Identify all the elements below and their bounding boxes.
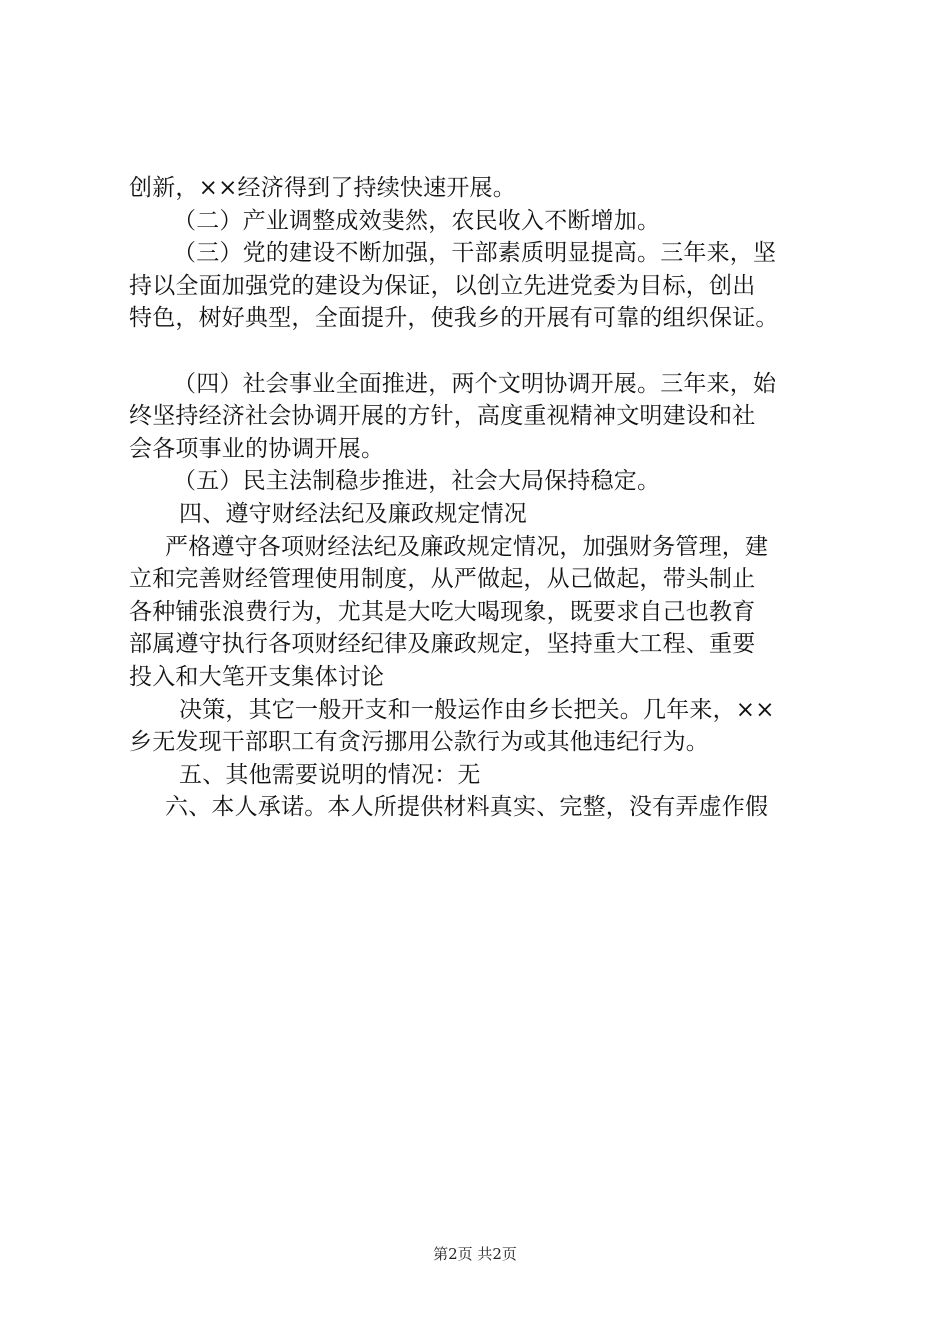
body-line-9: （五）民主法制稳步推进，社会大局保持稳定。 bbox=[173, 468, 661, 495]
section-heading-5: 五、其他需要说明的情况：无 bbox=[179, 761, 481, 788]
body-line-3: （三）党的建设不断加强，干部素质明显提高。三年来，坚 bbox=[173, 240, 777, 267]
section-heading-6: 六、本人承诺。本人所提供材料真实、完整，没有弄虚作假 bbox=[165, 794, 769, 821]
body-line-2: （二）产业调整成效斐然，农民收入不断增加。 bbox=[173, 207, 661, 234]
body-line-17: 乡无发现干部职工有贪污挪用公款行为或其他违纪行为。 bbox=[129, 729, 709, 756]
body-line-16: 决策，其它一般开支和一般运作由乡长把关。几年来，×× bbox=[179, 696, 775, 723]
body-line-14: 部属遵守执行各项财经纪律及廉政规定，坚持重大工程、重要 bbox=[129, 631, 756, 658]
paragraph-gap bbox=[129, 335, 835, 368]
body-line-11: 严格遵守各项财经法纪及廉政规定情况，加强财务管理，建 bbox=[165, 533, 769, 560]
body-line-4: 持以全面加强党的建设为保证，以创立先进党委为目标，创出 bbox=[129, 272, 756, 299]
body-line-6: （四）社会事业全面推进，两个文明协调开展。三年来，始 bbox=[173, 370, 777, 397]
body-line-5: 特色，树好典型，全面提升，使我乡的开展有可靠的组织保证。 bbox=[129, 305, 779, 332]
body-line-13: 各种铺张浪费行为，尤其是大吃大喝现象，既要求自己也教育 bbox=[129, 598, 756, 625]
section-heading-4: 四、遵守财经法纪及廉政规定情况 bbox=[179, 500, 527, 527]
body-line-1: 创新，××经济得到了持续快速开展。 bbox=[129, 175, 516, 201]
body-line-7: 终坚持经济社会协调开展的方针，高度重视精神文明建设和社 bbox=[129, 403, 756, 430]
body-line-15: 投入和大笔开支集体讨论 bbox=[129, 663, 385, 690]
body-line-12: 立和完善财经管理使用制度，从严做起，从己做起，带头制止 bbox=[129, 566, 756, 593]
document-body bbox=[129, 172, 835, 824]
page-number-footer: 第2页 共2页 bbox=[433, 1245, 517, 1263]
body-line-8: 会各项事业的协调开展。 bbox=[129, 435, 385, 462]
